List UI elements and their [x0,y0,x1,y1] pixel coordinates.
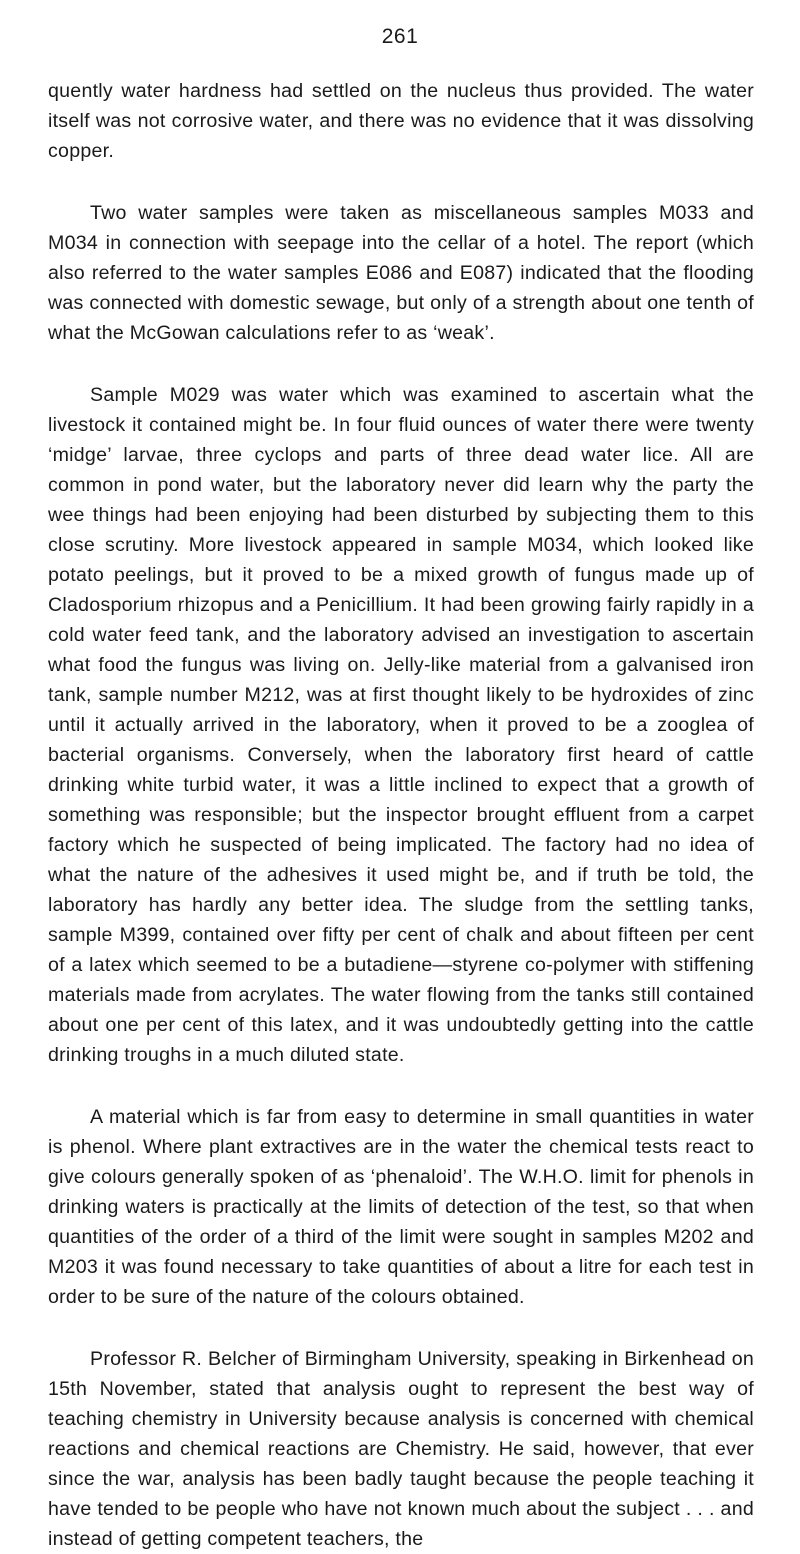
paragraph-phenol: A material which is far from easy to determine in small quantities in water is phenol. Where plant extractives are in the water the chemical tests react to give colours generally spoken of as ‘phenaloid’. The W.H.O. limit for phenols in drinking waters is practically at the limits of detection of the test, so that when quantities of the order of a third of the limit were sought in samples M202 and M203 it was found necessary to take quantities of about a litre for each test in order to be sure of the nature of the colours obtained. [48,1106,754,1308]
paragraph-continuation: quently water hardness had settled on the nucleus thus provided. The water itself was not corrosive water, and there was no evidence that it was dissolving copper. [48,80,754,162]
paragraph-sample-livestock: Sample M029 was water which was examined to ascertain what the livestock it contained might be. In four fluid ounces of water there were twenty ‘midge’ larvae, three cyclops and parts of three dead water lice. All are common in pond water, but the laboratory never did learn why the party the wee things had been enjoying had been disturbed by subjecting them to this close scrutiny. More livestock appeared in sample M034, which looked like potato peelings, but it proved to be a mixed growth of fungus made up of Cladosporium rhizopus and a Penicillium. It had been growing fairly rapidly in a cold water feed tank, and the laboratory advised an investigation to ascertain what food the fungus was living on. Jelly-like material from a galvanised iron tank, sample number M212, was at first thought likely to be hydroxides of zinc until it actually arrived in the laboratory, when it proved to be a zooglea of bacterial organisms. Conversely, when the laboratory first heard of cattle drinking white turbid water, it was a little inclined to expect that a growth of something was responsible; but the inspector brought effluent from a carpet factory which he suspected of being implicated. The factory had no idea of what the nature of the adhesives it used might be, and if truth be told, the laboratory has hardly any better idea. The sludge from the settling tanks, sample M399, contained over fifty per cent of chalk and about fifteen per cent of a latex which seemed to be a butadiene—styrene co-polymer with stiffening materials made from acrylates. The water flowing from the tanks still contained about one per cent of this latex, and it was undoubtedly getting into the cattle drinking troughs in a much diluted state. [48,384,754,1066]
body-text [48,76,754,1554]
paragraph-water-samples-seepage: Two water samples were taken as miscellaneous samples M033 and M034 in connection with seepage into the cellar of a hotel. The report (which also referred to the water samples E086 and E087) indicated that the flooding was connected with domestic sewage, but only of a strength about one tenth of what the McGowan calculations refer to as ‘weak’. [48,202,754,344]
paragraph-professor-belcher: Professor R. Belcher of Birmingham University, speaking in Birkenhead on 15th November, stated that analysis ought to represent the best way of teaching chemistry in University because analysis is concerned with chemical reactions and chemical reactions are Chemistry. He said, however, that ever since the war, analysis has been badly taught because the people teaching it have tended to be people who have not known much about the subject . . . and instead of getting competent teachers, the [48,1348,754,1550]
page-number: 261 [381,25,419,48]
